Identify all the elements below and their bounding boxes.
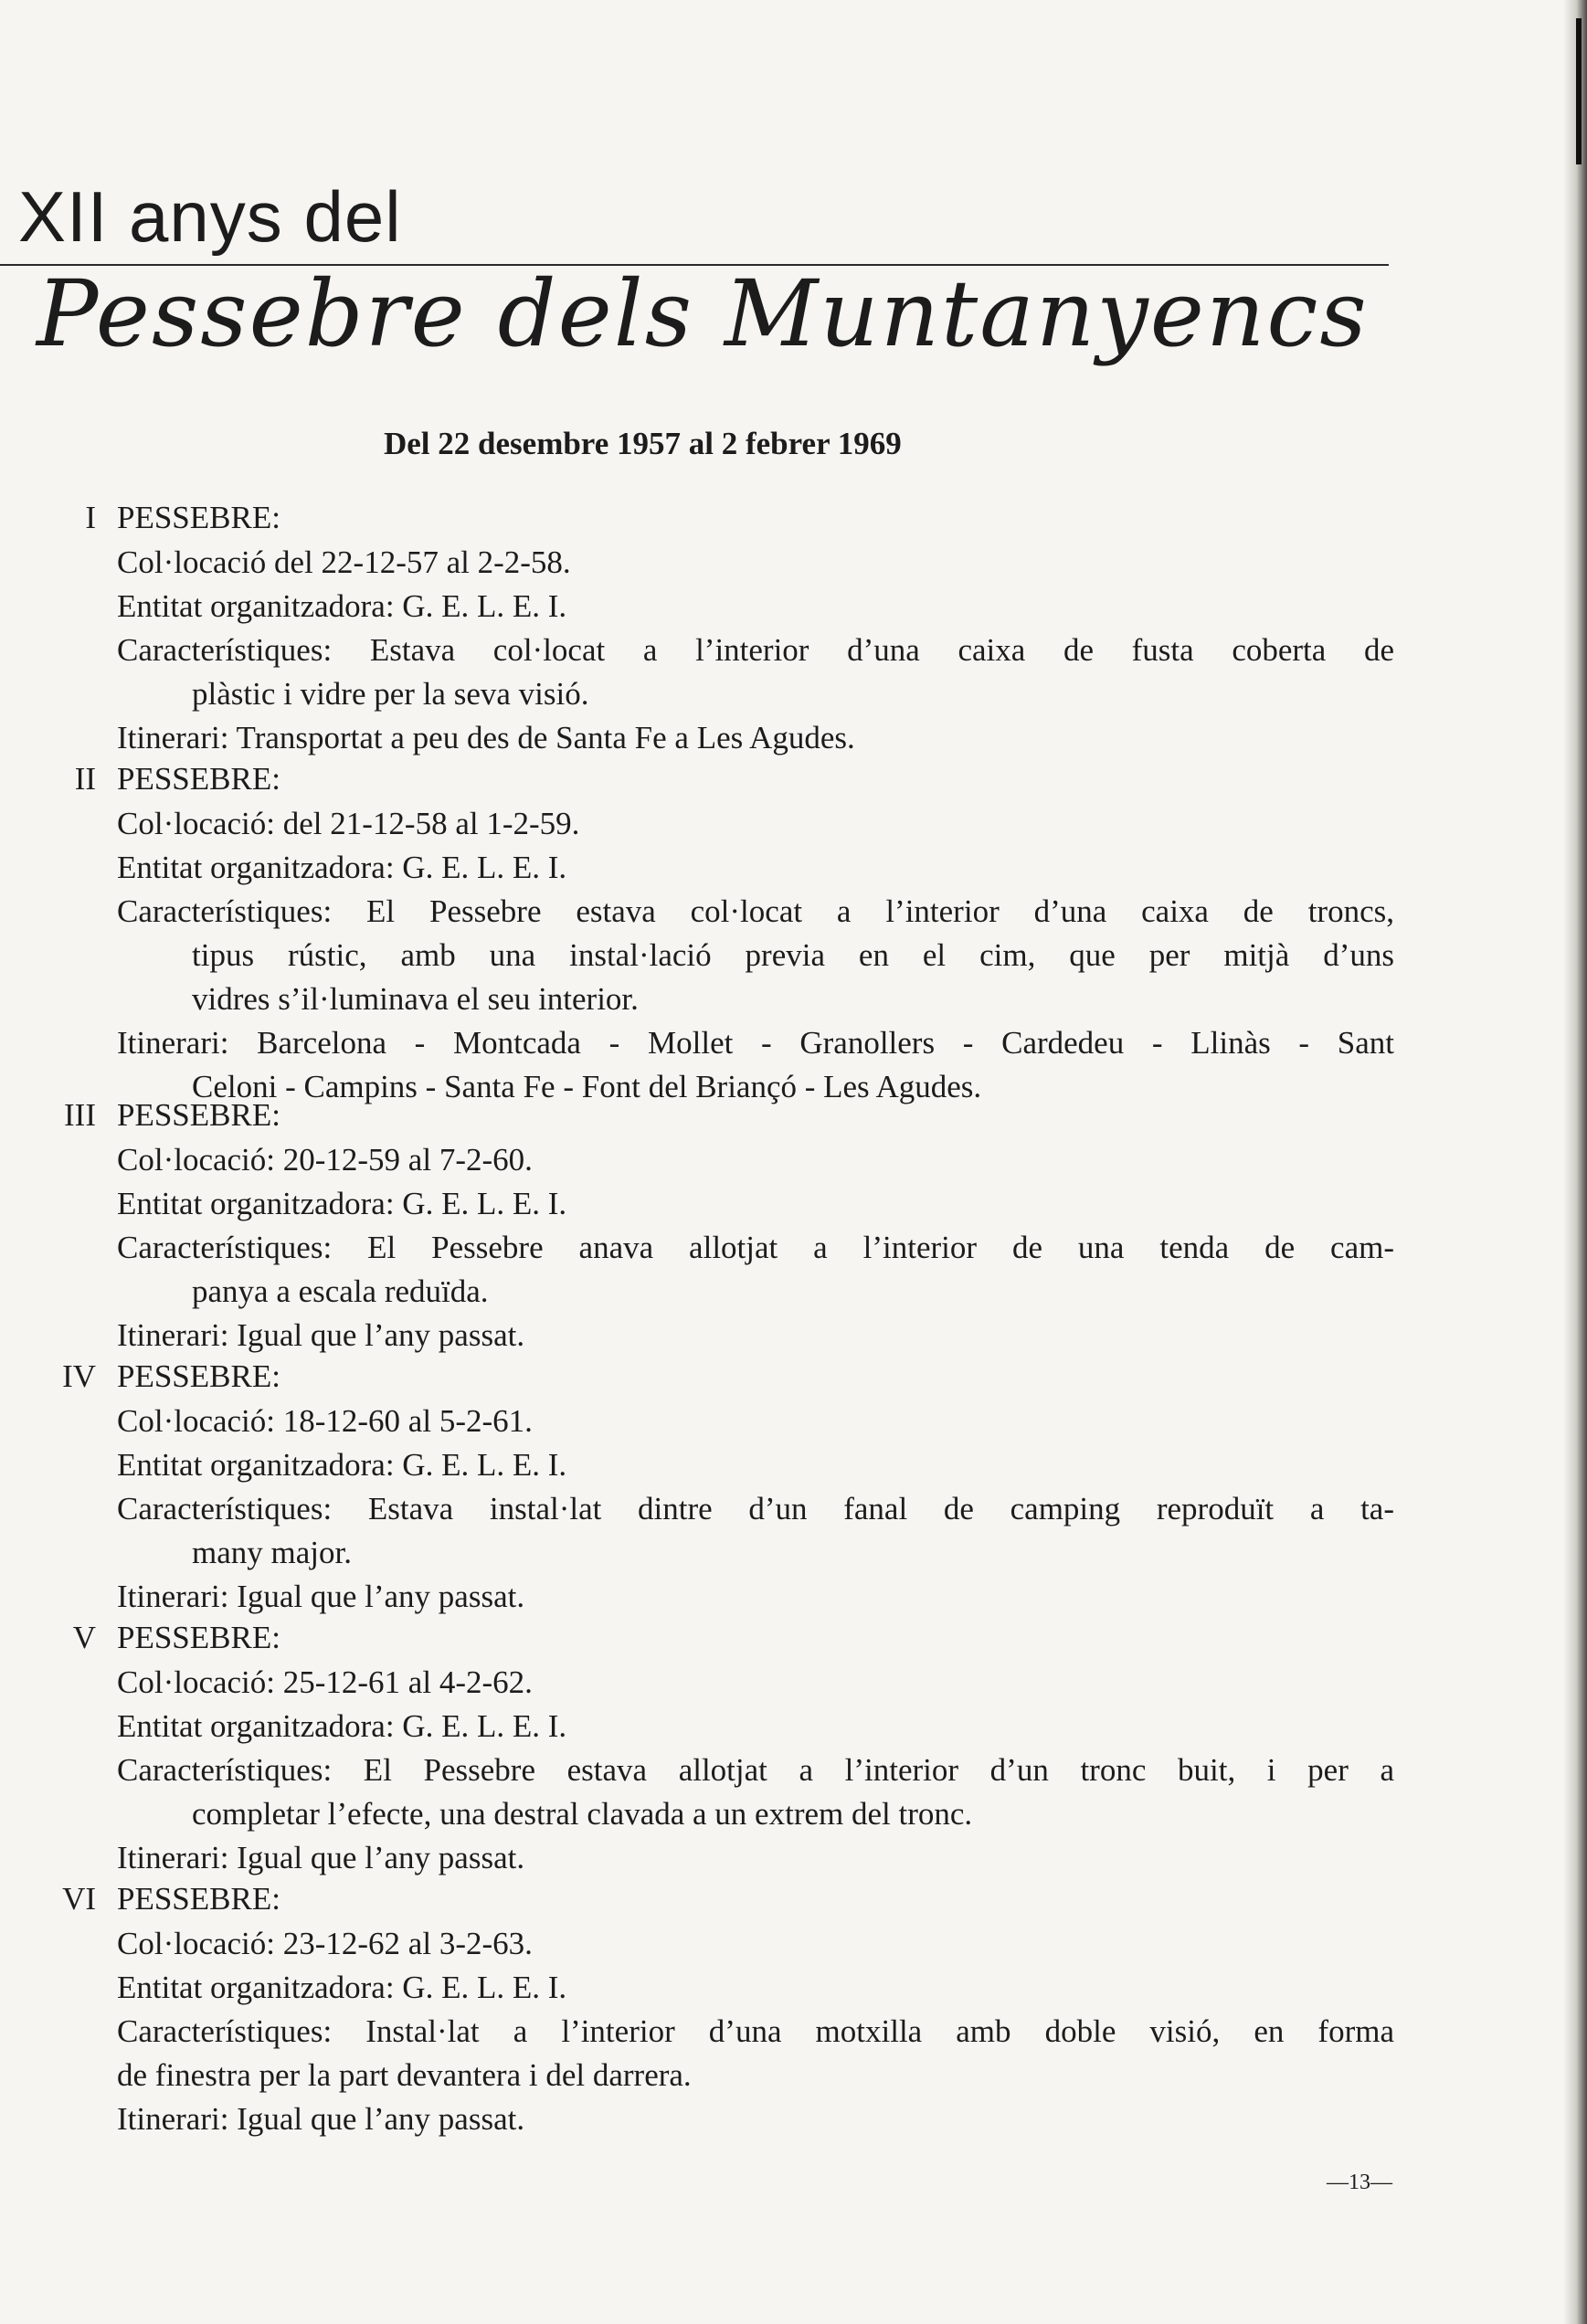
entry-text-line: Col·locació: 25-12-61 al 4-2-62. xyxy=(117,1664,533,1700)
entry-text-line: Entitat organitzadora: G. E. L. E. I. xyxy=(117,1708,567,1744)
entry-numeral: IV xyxy=(62,1358,96,1394)
entry-heading xyxy=(0,495,1425,541)
pessebre-entry xyxy=(0,756,1425,1109)
entry-label: PESSEBRE: xyxy=(117,1358,280,1394)
entry-text-line: vidres s’il·luminava el seu interior. xyxy=(192,981,639,1017)
entry-text-line: de finestra per la part devantera i del darrera. xyxy=(117,2057,692,2093)
entry-text-line: completar l’efecte, una destral clavada a un extrem del tronc. xyxy=(192,1796,973,1832)
entry-numeral: VI xyxy=(62,1881,96,1917)
entry-label: PESSEBRE: xyxy=(117,1881,280,1917)
entry-heading xyxy=(0,1093,1425,1138)
entry-text-line: Característiques: Estava instal·lat dintre d’un fanal de camping reproduït a ta- xyxy=(117,1491,1394,1526)
pessebre-entry xyxy=(0,495,1425,760)
entry-label: PESSEBRE: xyxy=(117,500,280,535)
entry-text-line: Itinerari: Transportat a peu des de Santa Fe a Les Agudes. xyxy=(117,720,855,755)
entry-text-line: Característiques: El Pessebre estava allotjat a l’interior d’un tronc buit, i per a xyxy=(117,1752,1394,1788)
entry-text-line: Itinerari: Igual que l’any passat. xyxy=(117,1317,525,1353)
entry-heading xyxy=(0,1354,1425,1400)
entry-text-line: Itinerari: Igual que l’any passat. xyxy=(117,1579,525,1614)
entry-numeral: I xyxy=(85,500,96,535)
page-edge-shadow xyxy=(1563,0,1587,2324)
entry-text-line: Entitat organitzadora: G. E. L. E. I. xyxy=(117,1970,567,2005)
entry-text-line: Itinerari: Barcelona - Montcada - Mollet - Granollers - Cardedeu - Llinàs - Sant xyxy=(117,1025,1394,1061)
page-number: —13— xyxy=(1327,2171,1392,2194)
entry-heading xyxy=(0,756,1425,802)
entry-numeral: V xyxy=(72,1620,96,1655)
entry-text-line: Col·locació: 20-12-59 al 7-2-60. xyxy=(117,1142,533,1178)
entry-text-line: Col·locació: del 21-12-58 al 1-2-59. xyxy=(117,806,580,841)
entry-text-line: Col·locació del 22-12-57 al 2-2-58. xyxy=(117,544,571,580)
pessebre-entry xyxy=(0,1093,1425,1357)
entry-label: PESSEBRE: xyxy=(117,1097,280,1133)
entry-text-line: tipus rústic, amb una instal·lació previa en el cim, que per mitjà d’uns xyxy=(192,937,1394,973)
page-edge-mark xyxy=(1576,18,1582,164)
entry-text-line: Característiques: El Pessebre anava allotjat a l’interior de una tenda de cam- xyxy=(117,1230,1394,1265)
title-line-1: XII anys del xyxy=(18,176,402,257)
entry-text-line: Entitat organitzadora: G. E. L. E. I. xyxy=(117,1447,567,1483)
entry-label: PESSEBRE: xyxy=(117,1620,280,1655)
entry-heading xyxy=(0,1615,1425,1661)
entry-text-line: many major. xyxy=(192,1535,352,1570)
subtitle-dates: Del 22 desembre 1957 al 2 febrer 1969 xyxy=(384,426,902,461)
entry-numeral: II xyxy=(74,761,96,797)
pessebre-entry xyxy=(0,1354,1425,1619)
entry-text-line: Itinerari: Igual que l’any passat. xyxy=(117,1840,525,1875)
entry-text-line: Característiques: Instal·lat a l’interior d’una motxilla amb doble visió, en forma xyxy=(117,2013,1394,2049)
entry-text-line: Entitat organitzadora: G. E. L. E. I. xyxy=(117,850,567,885)
entry-text-line: Característiques: Estava col·locat a l’interior d’una caixa de fusta coberta de xyxy=(117,632,1394,668)
pessebre-entry xyxy=(0,1615,1425,1880)
entry-text-line: Característiques: El Pessebre estava col·locat a l’interior d’una caixa de troncs, xyxy=(117,893,1394,929)
entry-text-line: Entitat organitzadora: G. E. L. E. I. xyxy=(117,588,567,624)
entry-heading xyxy=(0,1876,1425,1922)
entry-text-line: Col·locació: 23-12-62 al 3-2-63. xyxy=(117,1926,533,1961)
entry-text-line: panya a escala reduïda. xyxy=(192,1273,489,1309)
entry-text-line: Entitat organitzadora: G. E. L. E. I. xyxy=(117,1186,567,1221)
entry-text-line: Col·locació: 18-12-60 al 5-2-61. xyxy=(117,1403,533,1439)
entry-text-line: Itinerari: Igual que l’any passat. xyxy=(117,2101,525,2137)
entry-label: PESSEBRE: xyxy=(117,761,280,797)
entry-numeral: III xyxy=(64,1097,96,1133)
entry-text-line: Celoni - Campins - Santa Fe - Font del Briançó - Les Agudes. xyxy=(192,1069,982,1104)
title-line-2: Pessebre dels Muntanyencs xyxy=(37,260,1369,367)
entry-text-line: plàstic i vidre per la seva visió. xyxy=(192,676,589,712)
pessebre-entry xyxy=(0,1876,1425,2141)
